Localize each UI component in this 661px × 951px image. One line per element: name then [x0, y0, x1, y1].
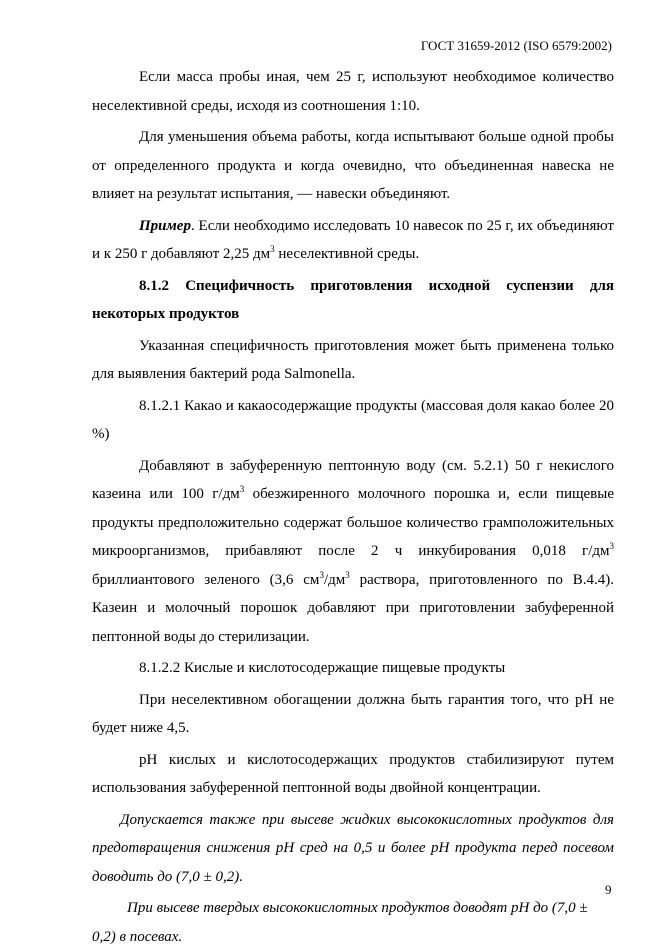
paragraph-cocoa-procedure: [92, 452, 614, 652]
example-text-b: неселективной среды.: [274, 246, 420, 262]
page-number: 9: [605, 882, 612, 897]
cocoa-text-d: /дм: [323, 571, 346, 588]
section-heading-8-1-2-2: 8.1.2.2 Кислые и кислотосодержащие пищевые продукты: [139, 660, 506, 676]
cocoa-superscript-2: 3: [609, 541, 614, 551]
cocoa-superscript-1: 3: [239, 484, 245, 494]
paragraph-ph-stabilize: pH кислых и кислотосодержащих продуктов стабилизируют путем использования забуференной пептонной воды двойной концентрации.: [92, 751, 614, 796]
document-header: ГОСТ 31659-2012 (ISO 6579:2002): [420, 38, 612, 53]
document-body: [92, 63, 614, 951]
cocoa-text-e: раствора, приготовленного по В.4.4). Казеин и молочный порошок добавляют при приготовлении забуференной пептонной воды до стерилизации.: [92, 571, 615, 645]
paragraph-liquid-products: Допускается также при высеве жидких высококислотных продуктов для предотвращения снижения pH сред на 0,5 и более pH продукта перед посевом доводить до (7,0 ± 0,2).: [92, 811, 614, 885]
paragraph-sample-mass: Если масса пробы иная, чем 25 г, используют необходимое количество неселективной среды, исходя из соотношения 1:10.: [92, 69, 614, 114]
cocoa-superscript-3: 3: [319, 569, 324, 580]
cocoa-text-a: Добавляют в забуференную пептонную воду (см. 5.2.1) 50 г некислого казеина или 100 г/дм: [92, 457, 614, 502]
example-label: Пример: [139, 217, 191, 234]
paragraph-pooling: Для уменьшения объема работы, когда испытывают больше одной пробы от определенного продукта и когда очевидно, что объединенная навеска не влияет на результат испытания, — навески объединяют.: [92, 129, 614, 202]
paragraph-ph-guarantee: При неселективном обогащении должна быть гарантия того, что pH не будет ниже 4,5.: [92, 691, 614, 736]
paragraph-example: [92, 212, 614, 269]
paragraph-salmonella: Указанная специфичность приготовления может быть применена только для выявления бактерий рода Salmonella.: [92, 337, 614, 382]
section-heading-8-1-2: 8.1.2 Специфичность приготовления исходной суспензии для некоторых продуктов: [92, 277, 614, 322]
cocoa-text-c: бриллиантового зеленого (3,6 см: [92, 571, 320, 588]
paragraph-solid-products: При высеве твердых высококислотных продуктов доводят pH до (7,0 ± 0,2) в посевах.: [92, 900, 588, 945]
section-heading-8-1-2-1: 8.1.2.1 Какао и какаосодержащие продукты (массовая доля какао более 20 %): [92, 397, 614, 442]
example-text-a: . Если необходимо исследовать 10 навесок по 25 г, их объединяют и к 250 г добавляют 2,25 дм: [92, 217, 614, 262]
cocoa-text-b: обезжиренного молочного порошка и, если пищевые продукты предположительно содержат большое количество грамположительных микроорганизмов, прибавляют после 2 ч инкубирования 0,018 г/дм: [92, 486, 614, 559]
cocoa-superscript-4: 3: [345, 569, 350, 580]
example-superscript: 3: [270, 244, 275, 254]
